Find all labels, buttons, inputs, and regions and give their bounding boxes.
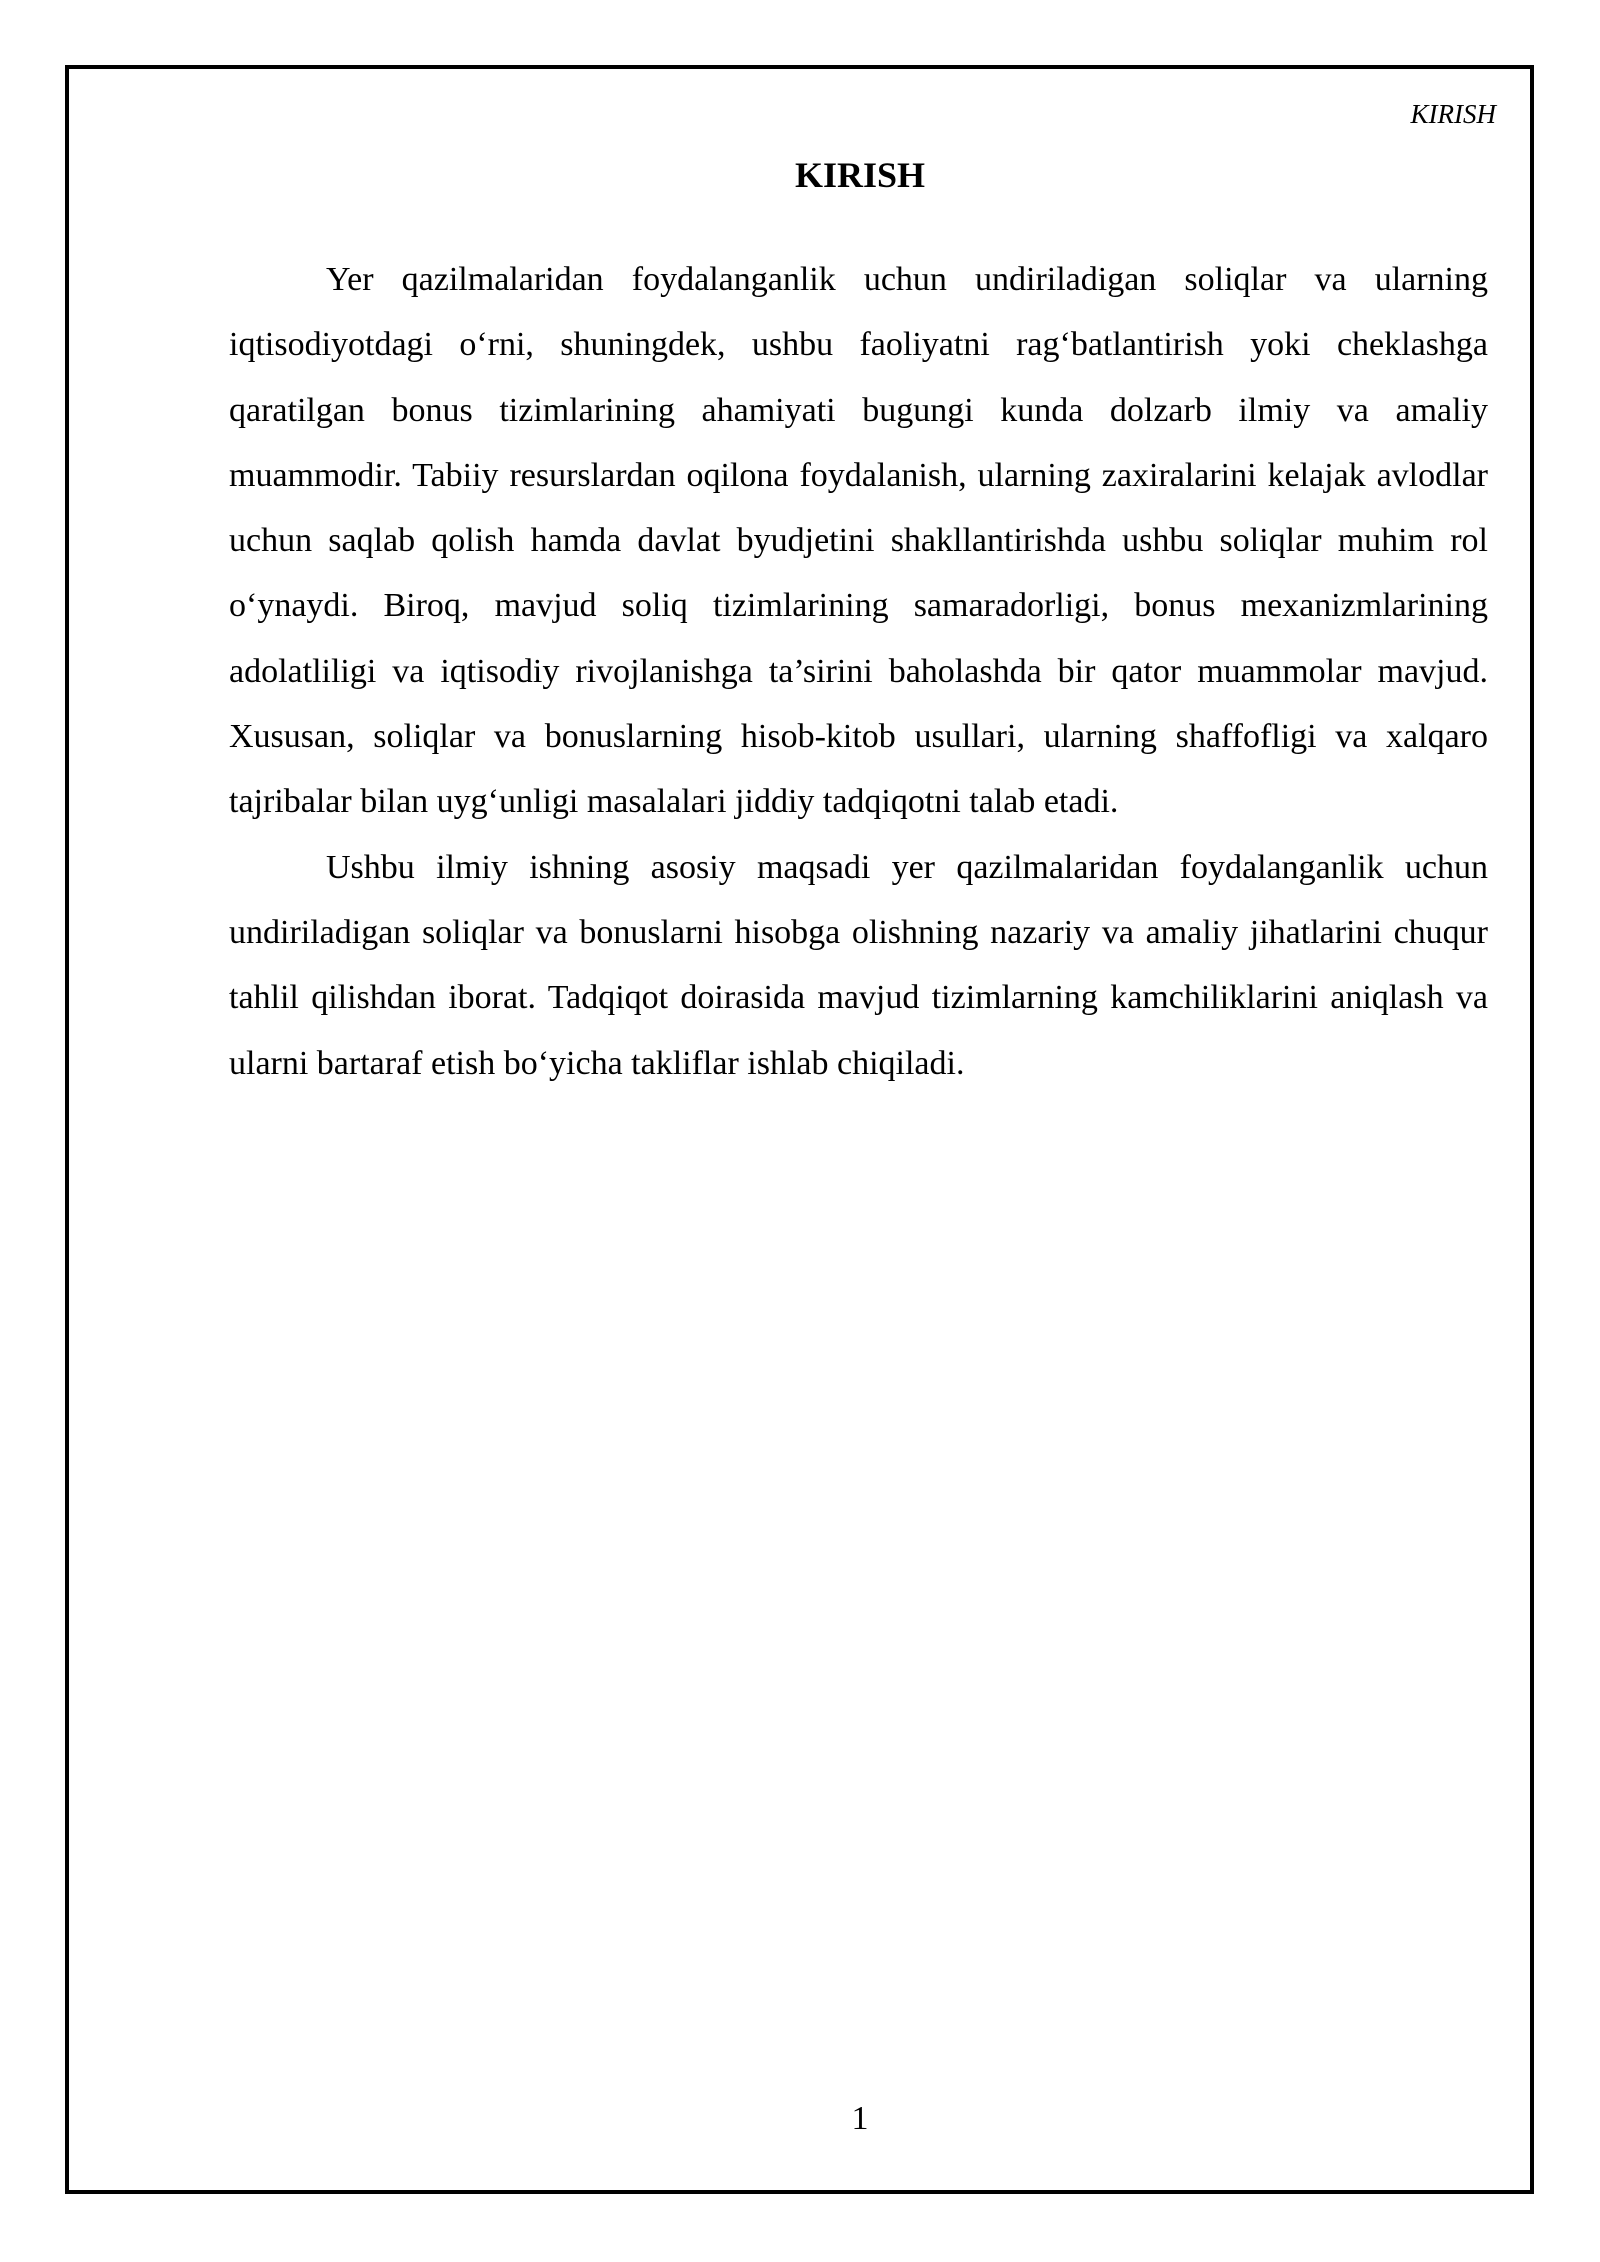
- paragraph-2: Ushbu ilmiy ishning asosiy maqsadi yer qazilmalaridan foydalanganlik uchun undiriladigan soliqlar va bonuslarni hisobga olishning nazariy va amaliy jihatlarini chuqur tahlil qilishdan iborat. Tadqiqot doirasida mavjud tizimlarning kamchiliklarini aniqlash va ularni bartaraf etish bo‘yicha takliflar ishlab chiqiladi.: [229, 848, 1488, 1082]
- page-number: 1: [851, 2100, 869, 2137]
- paragraph-1: Yer qazilmalaridan foydalanganlik uchun undiriladigan soliqlar va ularning iqtisodiyotdagi o‘rni, shuningdek, ushbu faoliyatni rag‘batlantirish yoki cheklashga qaratilgan bonus tizimlarining ahamiyati bugungi kunda dolzarb ilmiy va amaliy muammodir. Tabiiy resurslardan oqilona foydalanish, ularning zaxiralarini kelajak avlodlar uchun saqlab qolish hamda davlat byudjetini shakllantirishda ushbu soliqlar muhim rol o‘ynaydi. Biroq, mavjud soliq tizimlarining samaradorligi, bonus mexanizmlarining adolatliligi va iqtisodiy rivojlanishga ta’sirini baholashda bir qator muammolar mavjud. Xususan, soliqlar va bonuslarning hisob-kitob usullari, ularning shaffofligi va xalqaro tajribalar bilan uyg‘unligi masalalari jiddiy tadqiqotni talab etadi.: [229, 261, 1488, 821]
- running-header: KIRISH: [1410, 99, 1496, 129]
- body-text: [229, 247, 1488, 1096]
- page-title: KIRISH: [794, 155, 926, 195]
